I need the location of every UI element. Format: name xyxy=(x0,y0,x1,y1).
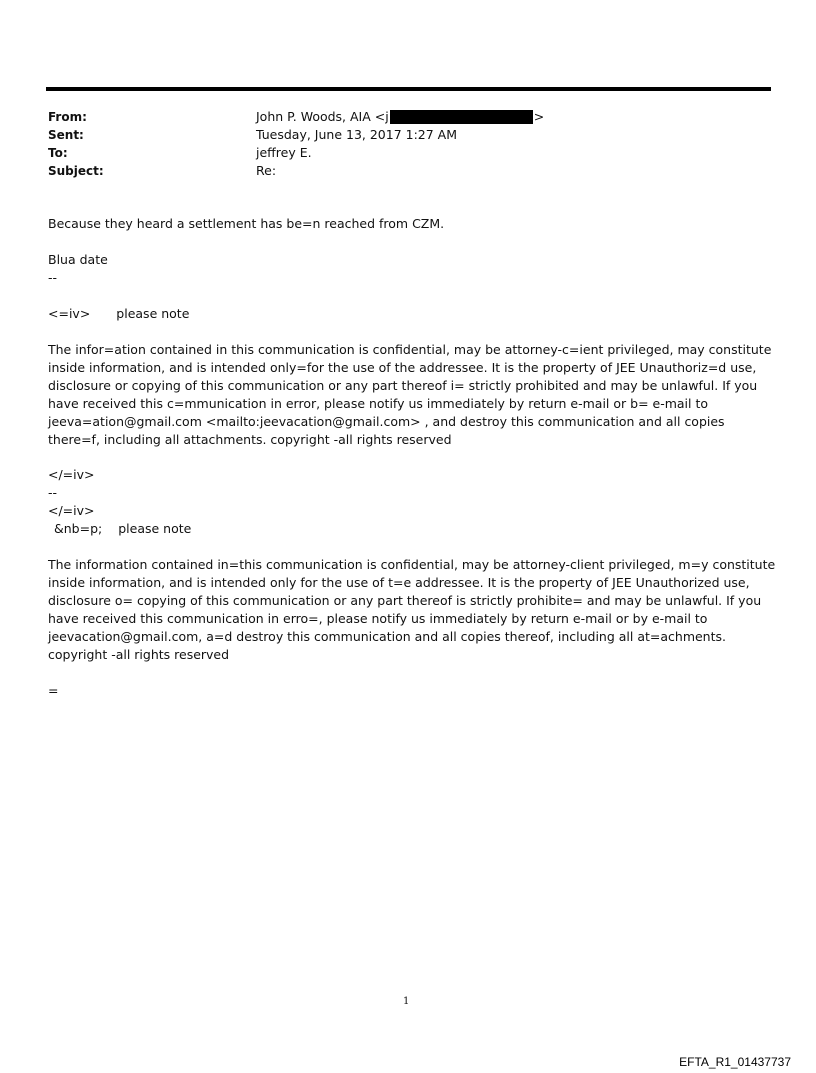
from-value xyxy=(256,108,544,126)
email-header xyxy=(48,108,748,180)
disclaimer-paragraph-2: The information contained in=this communication is confidential, may be attorney-client privileged, m=y constitute inside information, and is intended only for the use of t=e addressee. It is the property of JEE Unauthorized use, disclosure o= copying of this communication or any part thereof is strictly prohibite= and may be unlawful. If you have received this communication in erro=, please notify us immediately by return e-mail or by e-mail to jeevacation@gmail.com, a=d destroy this communication and all copies thereof, including all at=achments. copyright -all rights reserved xyxy=(48,557,776,662)
subject-value: Re: xyxy=(256,163,277,178)
nbsp-note: please note xyxy=(118,521,192,536)
from-row xyxy=(48,108,748,126)
redaction-box xyxy=(390,110,533,124)
div-open-tag: <=iv> xyxy=(48,306,91,321)
div-open-line xyxy=(48,305,189,323)
sent-label: Sent: xyxy=(48,128,84,142)
body-line-blua-date: Blua date xyxy=(48,252,108,267)
header-rule xyxy=(46,87,771,91)
close-tag-2: </=iv> xyxy=(48,503,95,518)
page-number: 1 xyxy=(403,996,410,1007)
subject-label: Subject: xyxy=(48,164,104,178)
to-value: jeffrey E. xyxy=(256,145,312,160)
from-value-prefix: John P. Woods, AIA <j xyxy=(256,109,389,124)
subject-row xyxy=(48,162,748,180)
sent-row xyxy=(48,126,748,144)
div-open-note: please note xyxy=(116,306,190,321)
equals-line: = xyxy=(48,683,59,698)
sent-value: Tuesday, June 13, 2017 1:27 AM xyxy=(256,127,458,142)
to-label: To: xyxy=(48,146,68,160)
to-row xyxy=(48,144,748,162)
body-dashes-2: -- xyxy=(48,485,58,500)
from-value-suffix: > xyxy=(533,109,545,124)
from-label: From: xyxy=(48,110,87,124)
body-line-settlement: Because they heard a settlement has be=n reached from CZM. xyxy=(48,216,445,231)
disclaimer-paragraph-1: The infor=ation contained in this communication is confidential, may be attorney-c=ient privileged, may constitute inside information, and is intended only=for the use of the addressee. It is the property of JEE Unauthoriz=d use, disclosure or copying of this communication or any part thereof i= strictly prohibited and may be unlawful. If you have received this c=mmunication in error, please notify us immediately by return e-mail or b= e-mail to jeeva=ation@gmail.com <mailto:jeevacation@gmail.com> , and destroy this communication and all copies there=f, including all attachments. copyright -all rights reserved xyxy=(48,342,772,447)
bates-number: EFTA_R1_01437737 xyxy=(679,1055,791,1069)
nbsp-line xyxy=(54,520,191,538)
body-dashes: -- xyxy=(48,270,58,285)
close-tag-1: </=iv> xyxy=(48,467,95,482)
nbsp-tag: &nb=p; xyxy=(54,521,103,536)
